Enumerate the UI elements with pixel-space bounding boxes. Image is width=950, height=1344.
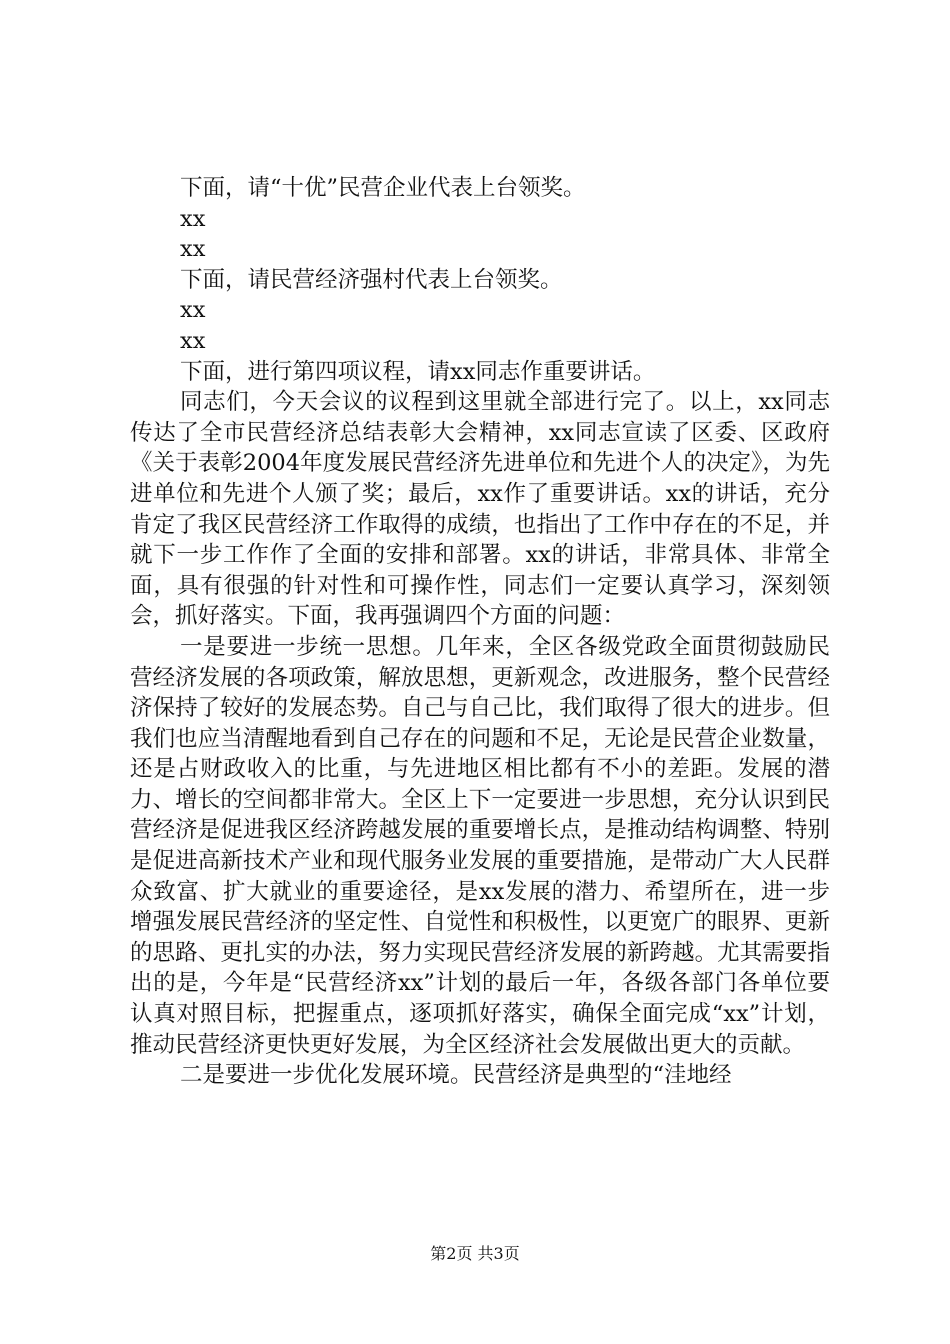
text-line: xx (180, 205, 206, 232)
text-line: 下面，请民营经济强村代表上台领奖。 (180, 266, 563, 293)
text-line: xx (180, 297, 206, 324)
paragraph: 一是要进一步统一思想。几年来，全区各级党政全面贯彻鼓励民营经济发展的各项政策，解放思想，更新观念，改进服务，整个民营经济保持了较好的发展态势。自己与自己比，我们取得了很大的进步。但我们也应当清醒地看到自己存在的问题和不足，无论是民营企业数量，还是占财政收入的比重，与先进地区相比都有不小的差距。发展的潜力、增长的空间都非常大。全区上下一定要进一步思想，充分认识到民营经济是促进我区经济跨越发展的重要增长点，是推动结构调整、特别是促进高新技术产业和现代服务业发展的重要措施，是带动广大人民群众致富、扩大就业的重要途径，是xx发展的潜力、希望所在，进一步增强发展民营经济的坚定性、自觉性和积极性，以更宽广的眼界、更新的思路、更扎实的办法，努力实现民营经济发展的新跨越。尤其需要指出的是，今年是“民营经济xx”计划的最后一年，各级各部门各单位要认真对照目标，把握重点，逐项抓好落实，确保全面完成“xx”计划，推动民营经济更快更好发展，为全区经济社会发展做出更大的贡献。 (130, 633, 830, 1058)
text-line: xx (180, 327, 206, 354)
document-body (130, 173, 830, 1091)
paragraph: 同志们，今天会议的议程到这里就全部进行完了。以上，xx同志传达了全市民营经济总结表彰大会精神，xx同志宣读了区委、区政府《关于表彰2004年度发展民营经济先进单位和先进个人的决定》，为先进单位和先进个人颁了奖；最后，xx作了重要讲话。xx的讲话，充分肯定了我区民营经济工作取得的成绩，也指出了工作中存在的不足，并就下一步工作作了全面的安排和部署。xx的讲话，非常具体、非常全面，具有很强的针对性和可操作性，同志们一定要认真学习，深刻领会，抓好落实。下面，我再强调四个方面的问题： (130, 389, 830, 630)
text-line: 下面，请“十优”民营企业代表上台领奖。 (180, 175, 586, 201)
paragraph: 二是要进一步优化发展环境。民营经济是典型的“洼地经 (180, 1062, 732, 1089)
text-line: xx (180, 236, 206, 263)
page-footer: 第2页 共3页 (430, 1244, 520, 1263)
text-line: 下面，进行第四项议程，请xx同志作重要讲话。 (180, 358, 656, 385)
